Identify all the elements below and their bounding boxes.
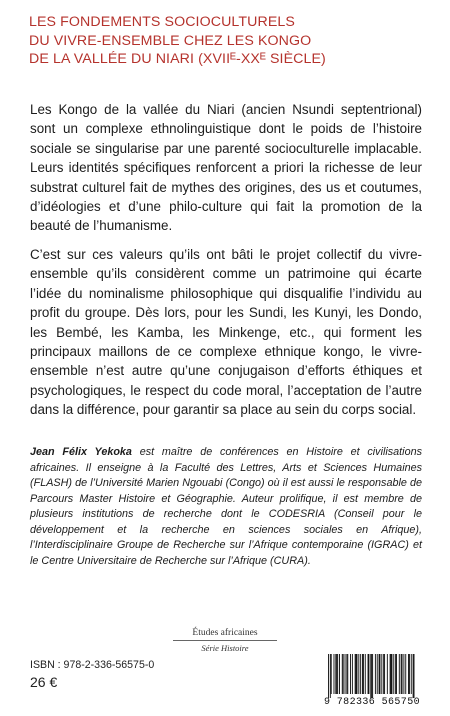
- barcode-bar: [347, 654, 348, 694]
- barcode-bar: [403, 654, 404, 694]
- barcode-bar: [377, 654, 378, 694]
- barcode-bar: [393, 654, 394, 694]
- barcode-bar: [328, 654, 329, 698]
- barcode-bar: [337, 654, 338, 694]
- barcode-bar: [413, 654, 414, 698]
- barcode-bar: [339, 654, 340, 694]
- barcode-bar: [399, 654, 400, 694]
- barcode-bar: [390, 654, 391, 694]
- barcode-bar: [368, 654, 369, 694]
- barcode-bar: [396, 654, 397, 694]
- barcode-bar: [365, 654, 366, 694]
- barcode-bar: [363, 654, 364, 694]
- barcode-digits: 9 782336 565750: [323, 697, 420, 708]
- price: 26 €: [30, 674, 58, 690]
- barcode-bar: [346, 654, 347, 694]
- barcode-bar: [414, 654, 415, 698]
- title-line-1: LES FONDEMENTS SOCIOCULTURELS: [29, 14, 295, 30]
- barcode-bar: [357, 654, 358, 694]
- author-name: Jean Félix Yekoka: [30, 446, 132, 458]
- barcode-bar: [368, 654, 369, 694]
- subseries-name: Série Histoire: [201, 643, 249, 653]
- title-line-3: DE LA VALLÉE DU NIARI (XVIIᴱ-XXᴱ SIÈCLE): [29, 51, 326, 67]
- barcode-bar: [342, 654, 343, 694]
- barcode-icon: [319, 652, 425, 698]
- barcode-bar: [362, 654, 363, 694]
- barcode-bar: [331, 654, 332, 694]
- barcode-bar: [383, 654, 384, 694]
- barcode-bar: [356, 654, 357, 694]
- barcode-bar: [391, 654, 392, 694]
- barcode-bar: [372, 654, 373, 698]
- title-line-2: DU VIVRE-ENSEMBLE CHEZ LES KONGO: [29, 32, 312, 49]
- barcode-bar: [345, 654, 346, 694]
- barcode-bar: [405, 654, 406, 694]
- barcode-bar: [336, 654, 337, 694]
- summary-paragraph-1: Les Kongo de la vallée du Niari (ancien Nsundi septentrional) sont un complexe ethnolinguistique dont le poids de l’histoire sociale se singularise par une parenté socioculturelle implacable. Leurs identités spécifiques renforcent a priori la richesse de leur substrat culturel fait de mythes des origines, des us et coutumes, d’idéologies et d’une philo-culture qui fait la promotion de la beauté de l’humanisme.: [30, 102, 422, 234]
- barcode-bar: [334, 654, 335, 694]
- isbn: ISBN : 978-2-336-56575-0: [30, 659, 155, 671]
- series-divider: [173, 640, 277, 641]
- barcode-bar: [409, 654, 410, 694]
- barcode-bar: [387, 654, 388, 694]
- collection-name: Études africaines: [192, 628, 258, 638]
- barcode-bar: [395, 654, 396, 694]
- barcode-bar: [335, 654, 336, 694]
- barcode-bar: [380, 654, 381, 694]
- barcode-bar: [379, 654, 380, 694]
- barcode-bar: [391, 654, 392, 694]
- barcode-bar: [370, 654, 371, 698]
- barcode-bar: [381, 654, 382, 694]
- barcode-bar: [371, 654, 372, 698]
- barcode-bar: [358, 654, 359, 694]
- author-bio: [30, 445, 422, 569]
- summary-paragraph-2: C’est sur ces valeurs qu’ils ont bâti le projet collectif du vivre-ensemble qu’ils considèrent comme un patrimoine qui écarte l’idée du nominalisme philosophique qui disqualifie l’individu au profit du groupe. Dès lors, pour les Sundi, les Kunyi, les Dondo, les Bembé, les Kamba, les Minkenge, etc., qui forment les principaux maillons de ce complexe ethnique kongo, le vivre-ensemble n’est autre qu’une conjugaison d’efforts éthiques et psychologiques, le respect du code moral, l’acceptation de l’autre dans la différence, pour garantir sa place au sein du corps social.: [30, 247, 422, 418]
- barcode-bar: [360, 654, 361, 694]
- author-bio-text: est maître de conférences en Histoire et civilisations africaines. Il enseigne à la Faculté des Lettres, Arts et Sciences Humaines (FLASH) de l’Université Marien Ngouabi (Congo) où il est aussi le responsable de Parcours Master Histoire et Géographie. Auteur prolifique, il est membre de plusieurs institutions de recherche dont le CODESRIA (Conseil pour le développement et la recherche en sciences sociales en Afrique), l’Interdisciplinaire Groupe de Recherche sur l’Afrique contemporaine (IGRAC) et le Centre Universitaire de Recherche sur l’Afrique (CURA).: [30, 446, 422, 567]
- barcode-bar: [401, 654, 402, 694]
- barcode-bar: [384, 654, 385, 694]
- barcode-bar: [411, 654, 412, 694]
- barcode-bar: [355, 654, 356, 694]
- barcode-bar: [350, 654, 351, 694]
- barcode-bar: [330, 654, 331, 698]
- barcode-bar: [375, 654, 376, 694]
- barcode-bar: [402, 654, 403, 694]
- barcode-bar: [352, 654, 353, 694]
- barcode-bar: [408, 654, 409, 694]
- barcode: [319, 652, 425, 710]
- barcode-bar: [343, 654, 344, 694]
- book-title: [29, 13, 429, 69]
- series-logo: [155, 628, 295, 653]
